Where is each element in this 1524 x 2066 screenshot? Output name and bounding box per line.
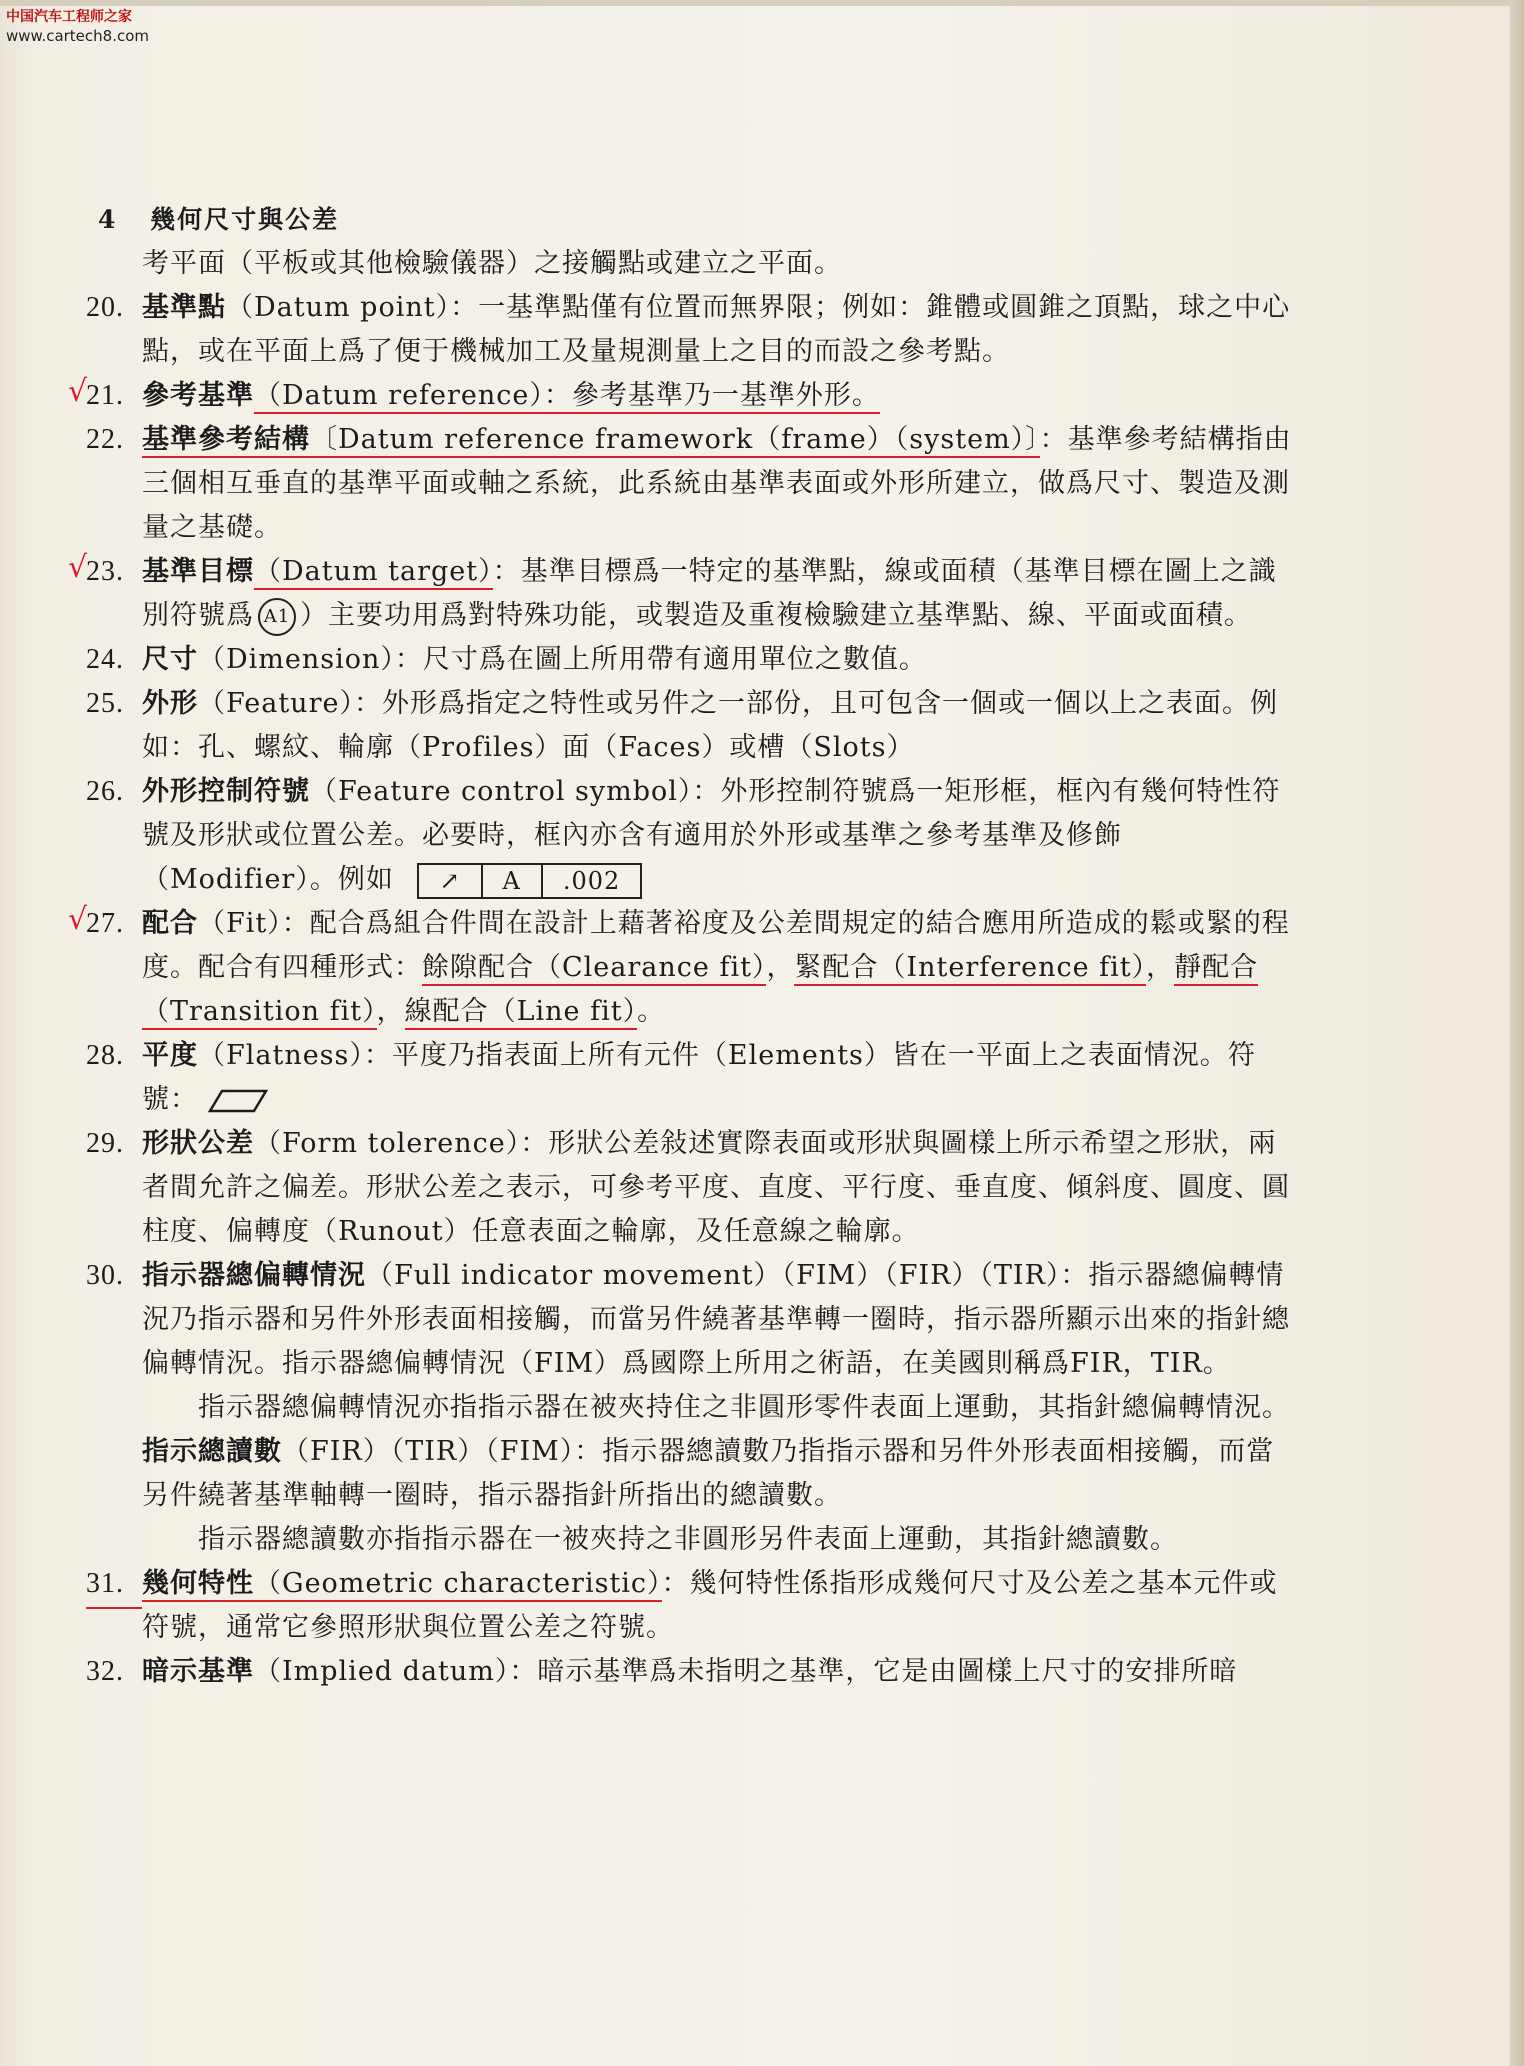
item-term: 參考基準 bbox=[142, 380, 254, 411]
item-28 bbox=[86, 1034, 1296, 1122]
item-20 bbox=[86, 286, 1296, 374]
item-term: 基準點 bbox=[142, 292, 226, 323]
watermark-url: www.cartech8.com bbox=[6, 27, 150, 45]
item-text: ：參考基準乃一基準外形。 bbox=[544, 380, 880, 414]
item-text: （Feature）：外形爲指定之特性或另件之一部份，且可包含一個或一個以上之表面。例如：孔、螺紋、輪廓（Profiles）面（Faces）或槽（Slots） bbox=[142, 688, 1278, 763]
item-text: （Dimension）：尺寸爲在圖上所用帶有適用單位之數值。 bbox=[198, 644, 927, 675]
item-24 bbox=[86, 638, 1296, 682]
item-term: 配合 bbox=[142, 908, 198, 939]
item-23 bbox=[68, 550, 1296, 638]
fit-clearance: 餘隙配合（Clearance fit） bbox=[422, 952, 766, 986]
lead-line: 考平面（平板或其他檢驗儀器）之接觸點或建立之平面。 bbox=[142, 248, 842, 279]
fir-term: 指示總讀數 bbox=[142, 1436, 282, 1467]
item-text-a: ：基準目標爲一特定的基準點，線或面積（基準目標在圖上之識別符號爲 bbox=[142, 556, 1277, 631]
datum-target-symbol-label: A1 bbox=[263, 605, 291, 627]
item-number: 30. bbox=[86, 1260, 124, 1291]
item-text: （Full indicator movement）（FIM）（FIR）（TIR）：指示器總偏轉情況乃指示器和另件外形表面相接觸，而當另件繞著基準轉一圈時，指示器所顯示出來的指針總偏轉情況。指示器總偏轉情況（FIM）爲國際上所用之術語，在美國則稱爲FIR，TIR。 bbox=[142, 1260, 1290, 1379]
item-number: 25. bbox=[86, 688, 124, 719]
item-term: 平度 bbox=[142, 1040, 198, 1071]
item-text: （Fit）：配合爲組合件間在設計上藉著裕度及公差間規定的結合應用所造成的鬆或緊的程度。配合有四種形式： bbox=[142, 908, 1290, 983]
item-30 bbox=[86, 1254, 1296, 1386]
check-mark-icon: √ bbox=[68, 550, 89, 585]
item-text-b: ）主要功用爲對特殊功能，或製造及重複檢驗建立基準點、線、平面或面積。 bbox=[300, 600, 1252, 631]
item-31 bbox=[86, 1562, 1296, 1650]
item-number: 26. bbox=[86, 776, 124, 807]
item-number: 29. bbox=[86, 1128, 124, 1159]
page-edge-right bbox=[1510, 0, 1524, 2066]
item-number: 21. bbox=[86, 380, 124, 411]
item-text: （Flatness）：平度乃指表面上所有元件（Elements）皆在一平面上之表面情況。符號： bbox=[142, 1040, 1256, 1115]
fcf-symbol: ↗ bbox=[419, 865, 482, 897]
item-21 bbox=[68, 374, 1296, 418]
fcf-datum: A bbox=[483, 865, 543, 897]
page-edge-top bbox=[0, 0, 1524, 6]
item-number: 20. bbox=[86, 292, 124, 323]
item-29 bbox=[86, 1122, 1296, 1254]
feature-control-frame bbox=[417, 863, 642, 899]
item-term: 指示器總偏轉情況 bbox=[142, 1260, 366, 1291]
fcf-tolerance: .002 bbox=[562, 866, 621, 895]
watermark-cn: 中国汽车工程师之家 bbox=[6, 9, 132, 25]
item-term: 尺寸 bbox=[142, 644, 198, 675]
item-term: 外形 bbox=[142, 688, 198, 719]
item-25 bbox=[86, 682, 1296, 770]
item-number: 31. bbox=[86, 1562, 142, 1609]
item-text: （Feature control symbol）：外形控制符號爲一矩形框，框內有幾何特性符號及形狀或位置公差。必要時，框內亦含有適用於外形或基準之參考基準及修飾（Modifier）。例如 bbox=[142, 776, 1281, 895]
fir-definition bbox=[86, 1430, 1296, 1518]
item-term: 基準參考結構 bbox=[142, 424, 310, 458]
item-en-term: （Geometric characteristic） bbox=[254, 1568, 662, 1602]
fit-transition: 靜配合（Transition fit） bbox=[142, 952, 1258, 1030]
item-30-paragraph-2: 指示器總偏轉情況亦指指示器在被夾持住之非圓形零件表面上運動，其指針總偏轉情況。 bbox=[198, 1392, 1290, 1423]
item-number: 28. bbox=[86, 1040, 124, 1071]
item-term: 形狀公差 bbox=[142, 1128, 254, 1159]
running-header bbox=[98, 200, 339, 236]
check-mark-icon: √ bbox=[68, 902, 89, 937]
item-27: √ 27. 配合（Fit）：配合爲組合件間在設計上藉著裕度及公差間規定的結合應用所造成的鬆或緊的程度。配合有四種形式：餘隙配合（Clearance fit），緊配合（Interference fit），靜配合（Transition fit），線配合（Line fit）。 bbox=[86, 902, 1296, 1034]
watermark bbox=[6, 8, 149, 46]
header-title: 幾何尺寸與公差 bbox=[150, 205, 340, 234]
item-en-term: 〔Datum reference framework（frame）（system）〕 bbox=[310, 424, 1040, 458]
item-term: 基準目標 bbox=[142, 556, 254, 587]
check-mark-icon: √ bbox=[68, 374, 89, 409]
item-text: （Implied datum）：暗示基準爲未指明之基準，它是由圖樣上尺寸的安排所暗 bbox=[254, 1656, 1238, 1687]
item-text: （Datum point）：一基準點僅有位置而無界限；例如：錐體或圓錐之頂點，球之中心點，或在平面上爲了便于機械加工及量規測量上之目的而設之參考點。 bbox=[142, 292, 1291, 367]
fit-interference: 緊配合（Interference fit） bbox=[794, 952, 1146, 986]
item-number: 23. bbox=[86, 556, 124, 587]
item-text: ：基準參考結構指由三個相互垂直的基準平面或軸之系統，此系統由基準表面或外形所建立，做爲尺寸、製造及測量之基礎。 bbox=[142, 424, 1292, 543]
item-term: 外形控制符號 bbox=[142, 776, 310, 807]
item-22 bbox=[86, 418, 1296, 550]
fir-paragraph-2: 指示器總讀數亦指指示器在一被夾持之非圓形另件表面上運動，其指針總讀數。 bbox=[198, 1524, 1178, 1555]
item-number: 27. bbox=[86, 908, 124, 939]
item-number: 22. bbox=[86, 424, 124, 455]
item-text: ：幾何特性係指形成幾何尺寸及公差之基本元件或符號，通常它參照形狀與位置公差之符號。 bbox=[142, 1568, 1278, 1643]
flatness-symbol-icon bbox=[208, 1089, 268, 1113]
item-en-term: （Datum reference） bbox=[254, 380, 544, 414]
item-32 bbox=[86, 1650, 1296, 1694]
page-body bbox=[68, 242, 1296, 1694]
fir-text: （FIR）（TIR）（FIM）：指示器總讀數乃指指示器和另件外形表面相接觸，而當另件繞著基準軸轉一圈時，指示器指針所指出的總讀數。 bbox=[142, 1436, 1275, 1511]
datum-target-symbol-icon bbox=[258, 598, 296, 636]
item-26 bbox=[86, 770, 1296, 902]
page-number: 4 bbox=[98, 205, 118, 234]
item-number: 32. bbox=[86, 1656, 124, 1687]
item-en-term: （Datum target） bbox=[254, 556, 493, 590]
item-text: （Form tolerence）：形狀公差敍述實際表面或形狀與圖樣上所示希望之形狀，兩者間允許之偏差。形狀公差之表示，可參考平度、直度、平行度、垂直度、傾斜度、圓度、圓柱度、偏轉度（Runout）任意表面之輪廓，及任意線之輪廓。 bbox=[142, 1128, 1290, 1247]
item-term: 暗示基準 bbox=[142, 1656, 254, 1687]
item-number: 24. bbox=[86, 644, 124, 675]
fit-line: 線配合（Line fit） bbox=[405, 996, 638, 1030]
item-term: 幾何特性 bbox=[142, 1568, 254, 1602]
